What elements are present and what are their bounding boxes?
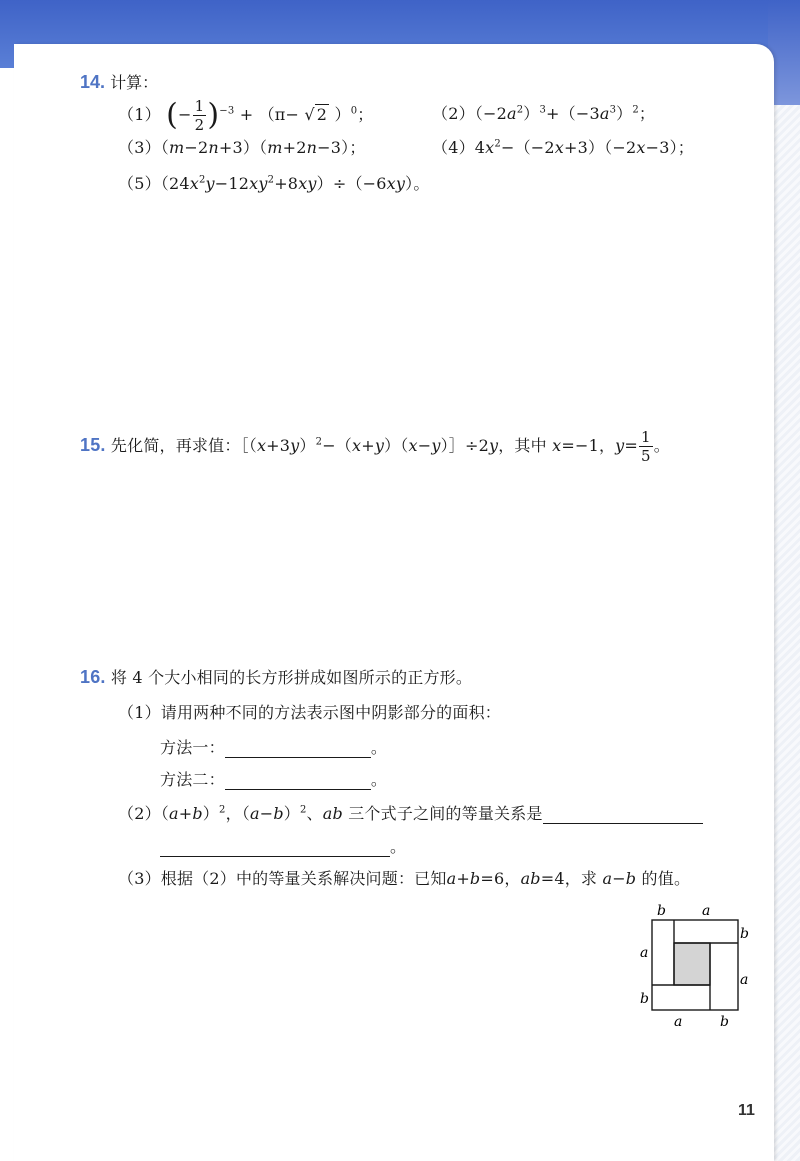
q16-part3: （3）根据（2）中的等量关系解决问题：已知a+b=6，ab=4，求 a−b 的值。 [118, 869, 691, 888]
q14-part1: （1） (− $\frac{1}{2}$ )$^{-3}$ + （π− √ 2 ）$^0$； [118, 97, 374, 134]
fig-label-left-b: b [640, 991, 649, 1007]
q16-number: 16. [80, 667, 106, 687]
q16-part2: $(2)(a+b)^2$，$(a-b)^2$、ab 三个式子之间的等量关系是 [118, 801, 703, 824]
q14-heading [80, 70, 158, 93]
q15-number: 15. [80, 435, 106, 455]
fig-label-top-b: b [657, 903, 666, 919]
q16-method1-label: 方法一： [160, 738, 225, 757]
q14-p5-label: （5） [118, 174, 161, 193]
q16-part1: （1）请用两种不同的方法表示图中阴影部分的面积： [118, 703, 501, 722]
q16-p3-tail: 的值。 [641, 869, 691, 888]
q14-part5: $(5)(24x^2y-12xy^2+8xy)\div(-6xy)$。 [118, 174, 430, 193]
q14-p4-label: （4） [432, 138, 475, 157]
fig-label-right-a: a [740, 972, 749, 988]
q16-method2-blank[interactable] [225, 775, 371, 790]
q16-method2-label: 方法二： [160, 770, 225, 789]
q16-title: 将 4 个大小相同的长方形拼成如图所示的正方形。 [110, 668, 473, 687]
q14-title: 计算： [110, 73, 159, 92]
q16-part2-blank2[interactable] [160, 842, 390, 857]
fig-label-bottom-b: b [720, 1014, 729, 1030]
page-number: 11 [738, 1102, 755, 1119]
q16-p2-text: 三个式子之间的等量关系是 [348, 804, 543, 823]
q14-p3-label: （3） [118, 138, 161, 157]
square-figure [630, 900, 760, 1040]
q16-method1: 方法一： 。 [160, 738, 388, 757]
q14-part3: （3）（m−2n+3）（m+2n−3）； [118, 138, 366, 157]
q15-line: 15. 先化简，再求值：$[(x+3y)^2-(x+y)(x-y)]\div 2y$，其中 x=−1，y= $\frac{1}{5}$ 。 [80, 428, 670, 465]
q16-method1-blank[interactable] [225, 743, 371, 758]
q14-p2-label: （2） [432, 104, 475, 123]
q16-heading [80, 665, 472, 688]
q14-part4: $(4)4x^2-(-2x+3)(-2x-3)$； [432, 138, 694, 157]
q16-p3-text: （3）根据（2）中的等量关系解决问题：已知 [118, 869, 447, 888]
fig-label-top-a: a [702, 903, 711, 919]
q14-part2: $(2)(-2a^2)^3+(-3a^3)^2$； [432, 104, 656, 123]
q14-number: 14. [80, 72, 106, 92]
fig-label-right-b: b [740, 926, 749, 942]
fig-label-bottom-a: a [674, 1014, 683, 1030]
shaded-square [674, 943, 710, 985]
q16-part2-blank[interactable] [543, 809, 703, 824]
q14-p1-fraction: $\frac{1}{2}$ [194, 97, 205, 134]
q16-p2-label: （2） [118, 804, 161, 823]
q15-text: 先化简，再求值： [110, 436, 241, 455]
fig-label-left-a: a [640, 945, 649, 961]
q16-method2: 方法二： 。 [160, 770, 388, 789]
q16-part2-cont: 。 [160, 834, 406, 857]
q15-cond: ，其中 [498, 436, 547, 455]
q14-p1-label: （1） [118, 105, 161, 124]
q15-fraction: $\frac{1}{5}$ [641, 428, 651, 465]
